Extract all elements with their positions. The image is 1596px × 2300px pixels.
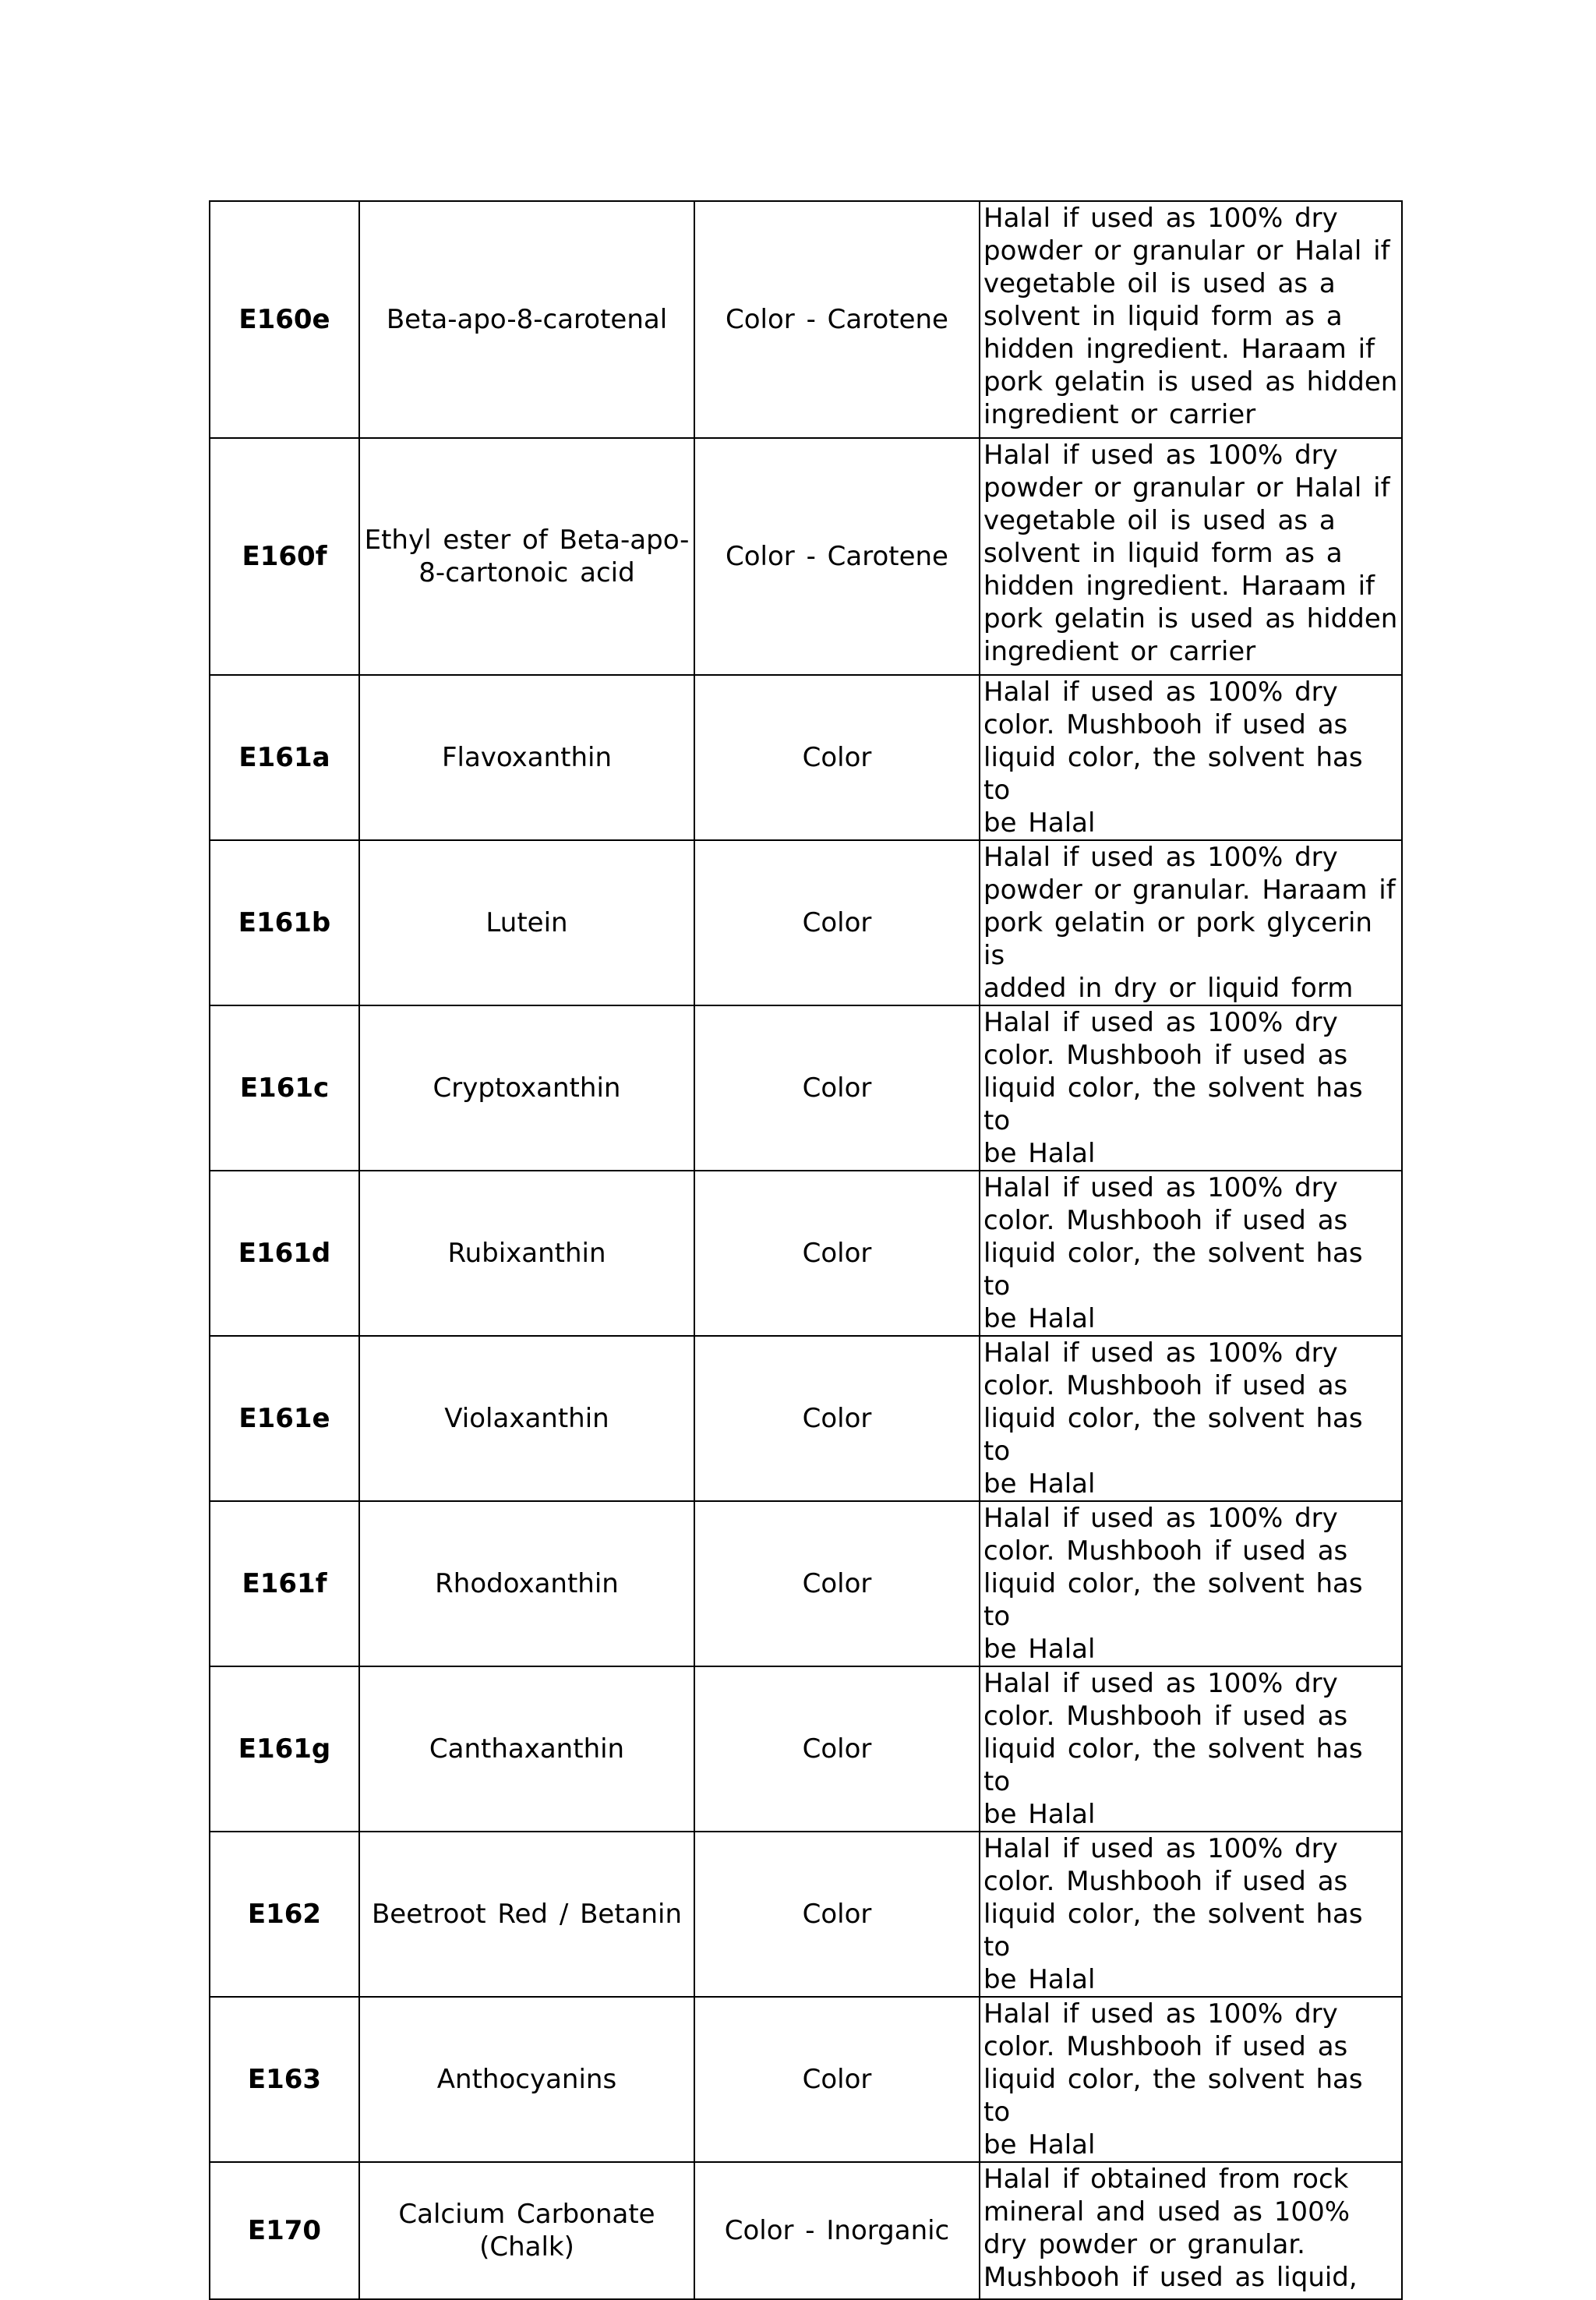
table-row — [210, 1171, 1402, 1336]
e-code-cell: E161e — [210, 1336, 359, 1501]
e-code-cell: E160e — [210, 201, 359, 438]
status-cell: Halal if used as 100% dry powder or granular. Haraam if pork gelatin or pork glycerin is added in dry or liquid form — [980, 840, 1402, 1005]
function-cell: Color — [694, 1997, 980, 2162]
table-row — [210, 1501, 1402, 1666]
function-cell: Color — [694, 1666, 980, 1832]
table-row — [210, 2162, 1402, 2299]
e-code-cell: E161f — [210, 1501, 359, 1666]
status-cell: Halal if used as 100% dry powder or granular or Halal if vegetable oil is used as a solvent in liquid form as a hidden ingredient. Haraam if pork gelatin is used as hidden ingredient or carrier — [980, 201, 1402, 438]
status-cell: Halal if obtained from rock mineral and used as 100% dry powder or granular. Mushbooh if used as liquid, — [980, 2162, 1402, 2299]
status-cell: Halal if used as 100% dry color. Mushbooh if used as liquid color, the solvent has to be Halal — [980, 1336, 1402, 1501]
status-cell: Halal if used as 100% dry color. Mushbooh if used as liquid color, the solvent has to be Halal — [980, 1832, 1402, 1997]
function-cell: Color - Inorganic — [694, 2162, 980, 2299]
name-cell: Anthocyanins — [359, 1997, 694, 2162]
name-cell: Violaxanthin — [359, 1336, 694, 1501]
name-cell: Rubixanthin — [359, 1171, 694, 1336]
name-cell: Cryptoxanthin — [359, 1005, 694, 1171]
name-cell: Calcium Carbonate (Chalk) — [359, 2162, 694, 2299]
function-cell: Color — [694, 1336, 980, 1501]
function-cell: Color - Carotene — [694, 438, 980, 675]
status-cell: Halal if used as 100% dry color. Mushbooh if used as liquid color, the solvent has to be Halal — [980, 1666, 1402, 1832]
status-cell: Halal if used as 100% dry color. Mushbooh if used as liquid color, the solvent has to be Halal — [980, 1171, 1402, 1336]
function-cell: Color — [694, 1171, 980, 1336]
status-cell: Halal if used as 100% dry color. Mushbooh if used as liquid color, the solvent has to be Halal — [980, 1997, 1402, 2162]
function-cell: Color — [694, 840, 980, 1005]
e-code-cell: E170 — [210, 2162, 359, 2299]
function-cell: Color — [694, 1832, 980, 1997]
table-body — [210, 201, 1402, 2299]
name-cell: Ethyl ester of Beta-apo- 8-cartonoic acid — [359, 438, 694, 675]
table-row — [210, 201, 1402, 438]
e-number-table — [209, 200, 1403, 2300]
status-cell: Halal if used as 100% dry color. Mushbooh if used as liquid color, the solvent has to be Halal — [980, 1501, 1402, 1666]
table-row — [210, 675, 1402, 840]
status-cell: Halal if used as 100% dry powder or granular or Halal if vegetable oil is used as a solvent in liquid form as a hidden ingredient. Haraam if pork gelatin is used as hidden ingredient or carrier — [980, 438, 1402, 675]
e-code-cell: E161d — [210, 1171, 359, 1336]
function-cell: Color — [694, 1501, 980, 1666]
function-cell: Color — [694, 675, 980, 840]
function-cell: Color — [694, 1005, 980, 1171]
status-cell: Halal if used as 100% dry color. Mushbooh if used as liquid color, the solvent has to be Halal — [980, 1005, 1402, 1171]
e-code-cell: E162 — [210, 1832, 359, 1997]
table-row — [210, 438, 1402, 675]
e-code-cell: E161b — [210, 840, 359, 1005]
table-row — [210, 1336, 1402, 1501]
function-cell: Color - Carotene — [694, 201, 980, 438]
table-row — [210, 1832, 1402, 1997]
name-cell: Lutein — [359, 840, 694, 1005]
table-row — [210, 840, 1402, 1005]
e-code-cell: E161a — [210, 675, 359, 840]
e-code-cell: E161c — [210, 1005, 359, 1171]
table-row — [210, 1997, 1402, 2162]
name-cell: Beetroot Red / Betanin — [359, 1832, 694, 1997]
name-cell: Beta-apo-8-carotenal — [359, 201, 694, 438]
name-cell: Rhodoxanthin — [359, 1501, 694, 1666]
table-row — [210, 1005, 1402, 1171]
e-code-cell: E160f — [210, 438, 359, 675]
name-cell: Canthaxanthin — [359, 1666, 694, 1832]
e-code-cell: E161g — [210, 1666, 359, 1832]
status-cell: Halal if used as 100% dry color. Mushbooh if used as liquid color, the solvent has to be Halal — [980, 675, 1402, 840]
name-cell: Flavoxanthin — [359, 675, 694, 840]
table-row — [210, 1666, 1402, 1832]
e-code-cell: E163 — [210, 1997, 359, 2162]
